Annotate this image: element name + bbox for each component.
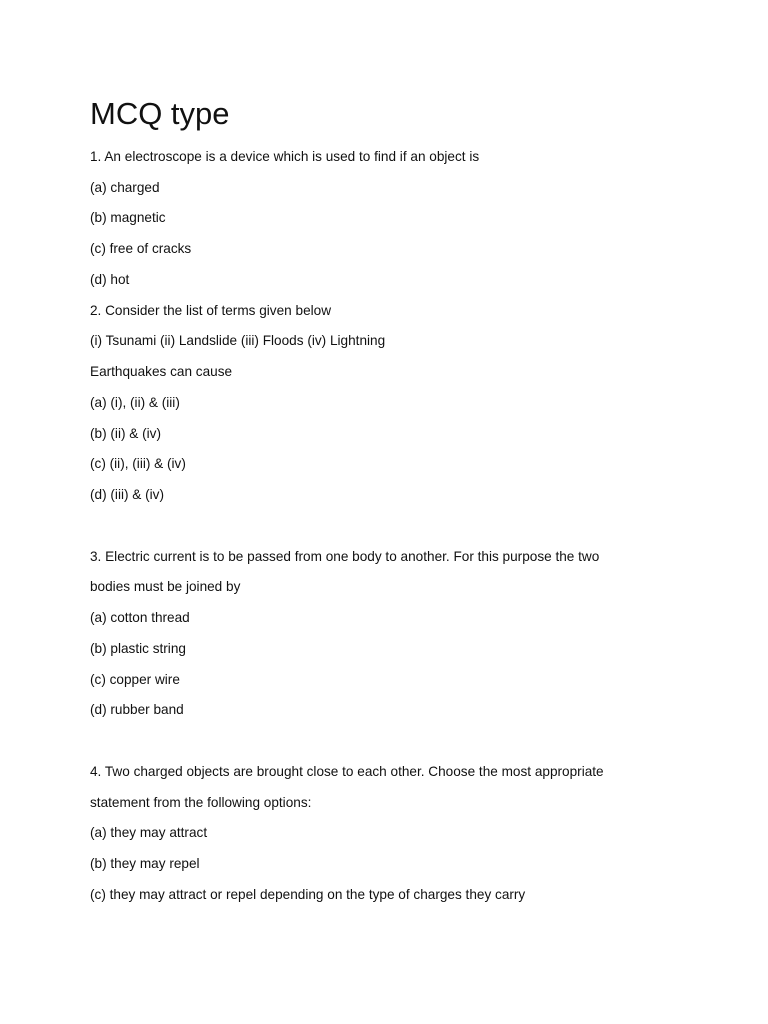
question-2-terms-list: (i) Tsunami (ii) Landslide (iii) Floods (iv) Lightning (90, 333, 386, 348)
question-1-text: 1. An electroscope is a device which is used to find if an object is (90, 149, 480, 164)
question-3-option-b: (b) plastic string (90, 641, 186, 656)
question-2-option-d: (d) (iii) & (iv) (90, 487, 164, 502)
question-2-stem: Earthquakes can cause (90, 364, 233, 379)
question-4-text: 4. Two charged objects are brought close to each other. Choose the most appropriate (90, 764, 604, 779)
question-4-text-continued: statement from the following options: (90, 795, 312, 810)
question-1-option-a: (a) charged (90, 180, 160, 195)
question-3-option-a: (a) cotton thread (90, 610, 190, 625)
question-4-option-a: (a) they may attract (90, 825, 208, 840)
question-4-option-b: (b) they may repel (90, 856, 200, 871)
question-3-text: 3. Electric current is to be passed from one body to another. For this purpose the two (90, 549, 600, 564)
question-1-option-c: (c) free of cracks (90, 241, 192, 256)
question-2-option-a: (a) (i), (ii) & (iii) (90, 395, 180, 410)
question-3-option-c: (c) copper wire (90, 672, 180, 687)
question-3-text-continued: bodies must be joined by (90, 579, 241, 594)
question-2-option-c: (c) (ii), (iii) & (iv) (90, 456, 186, 471)
question-2-text: 2. Consider the list of terms given below (90, 303, 332, 318)
question-3-option-d: (d) rubber band (90, 702, 184, 717)
page-title: MCQ type (90, 96, 230, 131)
question-4-option-c: (c) they may attract or repel depending on the type of charges they carry (90, 887, 526, 902)
question-1-option-d: (d) hot (90, 272, 130, 287)
question-1-option-b: (b) magnetic (90, 210, 166, 225)
question-2-option-b: (b) (ii) & (iv) (90, 426, 161, 441)
